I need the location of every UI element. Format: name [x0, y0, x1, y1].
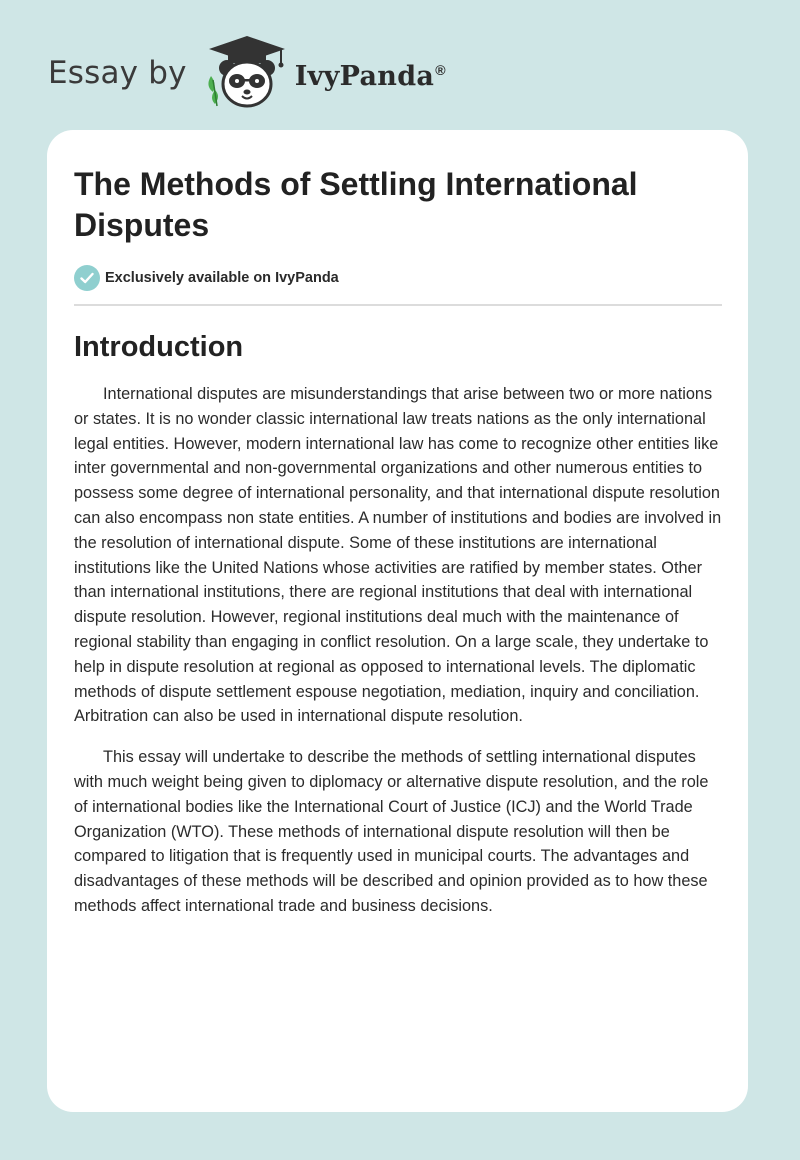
essay-by-label: Essay by: [48, 55, 187, 91]
check-circle-icon: [74, 265, 100, 291]
ivypanda-brand-name[interactable]: [295, 61, 446, 92]
exclusive-badge: [74, 264, 722, 292]
section-heading-introduction: Introduction: [74, 331, 244, 363]
title-divider: [74, 304, 722, 306]
exclusive-badge-text: Exclusively available on IvyPanda: [105, 270, 339, 286]
registered-mark: ®: [435, 61, 446, 78]
paragraph: International disputes are misunderstandings that arise between two or more nations or states. It is no wonder classic international law treats nations as the only international legal entities. However, modern international law has come to recognize other entities like inter governmental and non-governmental organizations and other numerous entities to possess some degree of international personality, and that international dispute resolution can also encompass non state entities. A number of institutions and bodies are involved in the resolution of international dispute. Some of these institutions are international institutions like the United Nations whose activities are ratified by member states. Other than international institutions, there are regional institutions that deal with international dispute resolution. However, regional institutions deal much with the maintenance of regional stability than engaging in conflict resolution. On a large scale, they undertake to help in dispute resolution at regional as opposed to international levels. The diplomatic methods of dispute settlement espouse negotiation, mediation, inquiry and conciliation. Arbitration can also be used in international dispute resolution.: [74, 385, 722, 726]
brand-name-text: IvyPanda: [294, 60, 435, 92]
paragraph: This essay will undertake to describe the methods of settling international disputes with much weight being given to diplomacy or alternative dispute resolution, and the role of international bodies like the International Court of Justice (ICJ) and the World Trade Organization (WTO). These methods of international dispute resolution will then be compared to litigation that is frequently used in municipal courts. The advantages and disadvantages of these methods will be described and opinion provided as to how these methods affect international trade and business decisions.: [74, 748, 709, 915]
essay-title: The Methods of Settling International Disputes: [74, 166, 638, 243]
site-header: [48, 34, 446, 112]
essay-card: [47, 130, 748, 1112]
panda-graduate-logo-icon[interactable]: [201, 34, 293, 112]
